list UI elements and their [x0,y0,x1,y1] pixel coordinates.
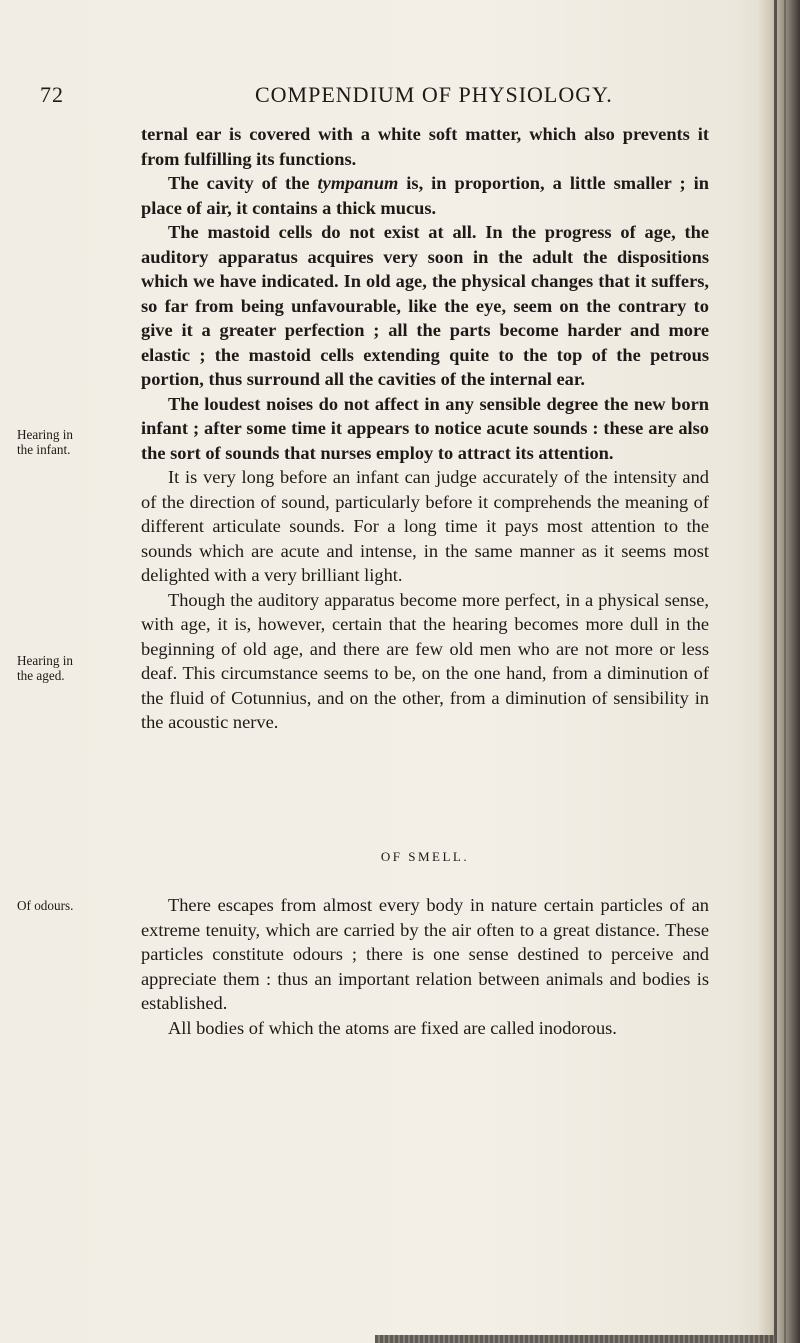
paragraph-1: ternal ear is covered with a white soft matter, which also prevents it from fulfilling its functions. [141,124,709,169]
marginal-note-line: Hearing in [17,427,74,442]
book-binding-edge [756,0,800,1343]
body-text-column-2 [141,893,709,1040]
section-heading: OF SMELL. [380,849,470,864]
paragraph-6: Though the auditory apparatus become more perfect, in a physical sense, with age, it is, however, certain that the hearing becomes more dull in the beginning of old age, and there are few old men who are not more or less deaf. This circumstance seems to be, on the one hand, from a diminution of the fluid of Cotunnius, and on the other, from a diminution of sensibility in the acoustic nerve. [141,589,709,732]
marginal-note-hearing-aged [17,654,73,683]
page-edge-shadow [375,1335,775,1343]
marginal-note-hearing-infant [17,428,73,457]
paragraph-3: The mastoid cells do not exist at all. In the progress of age, the auditory apparatus acquires very soon in the adult the dispositions which we have indicated. In old age, the physical changes that it suffers, so far from being unfavourable, like the eye, seem on the contrary to give it a greater perfection ; all the parts become harder and more elastic ; the mastoid cells extending quite to the top of the petrous portion, thus surround all the cavities of the internal ear. [141,222,709,389]
marginal-note-line: the infant. [17,441,71,457]
paragraph-4: The loudest noises do not affect in any sensible degree the new born infant ; after some time it appears to notice acute sounds : these are also the sort of sounds that nurses employ to attract its attention. [141,393,709,463]
paragraph-7: There escapes from almost every body in nature certain particles of an extreme tenuity, which are carried by the air often to a great distance. These particles constitute odours ; there is one sense destined to perceive and appreciate them : thus an important relation between animals and bodies is established. [141,895,709,1013]
paragraph-2-text-b: is, in proportion, a little smaller ; in place of air, it contains a thick mucus. [141,173,709,218]
paragraph-8: All bodies of which the atoms are fixed are called inodorous. [168,1017,617,1038]
running-title: COMPENDIUM OF PHYSIOLOGY. [255,82,613,107]
marginal-note-line: the aged. [17,667,65,683]
marginal-note-odours [17,899,73,914]
body-text-column [141,122,709,735]
page-header [30,82,750,112]
paragraph-5: It is very long before an infant can judge accurately of the intensity and of the direction of sound, particularly before it comprehends the meaning of different articulate sounds. For a long time it pays most attention to the sounds which are acute and intense, in the same manner as it seems most delighted with a very brilliant light. [141,467,709,585]
paragraph-2-italic: tympanum [317,173,399,193]
marginal-note-line: Of odours. [17,898,74,913]
paragraph-2-text-a: The cavity of the [168,173,318,193]
marginal-note-line: Hearing in [17,653,74,668]
paragraph-2 [141,171,709,220]
page-number: 72 [40,82,64,107]
